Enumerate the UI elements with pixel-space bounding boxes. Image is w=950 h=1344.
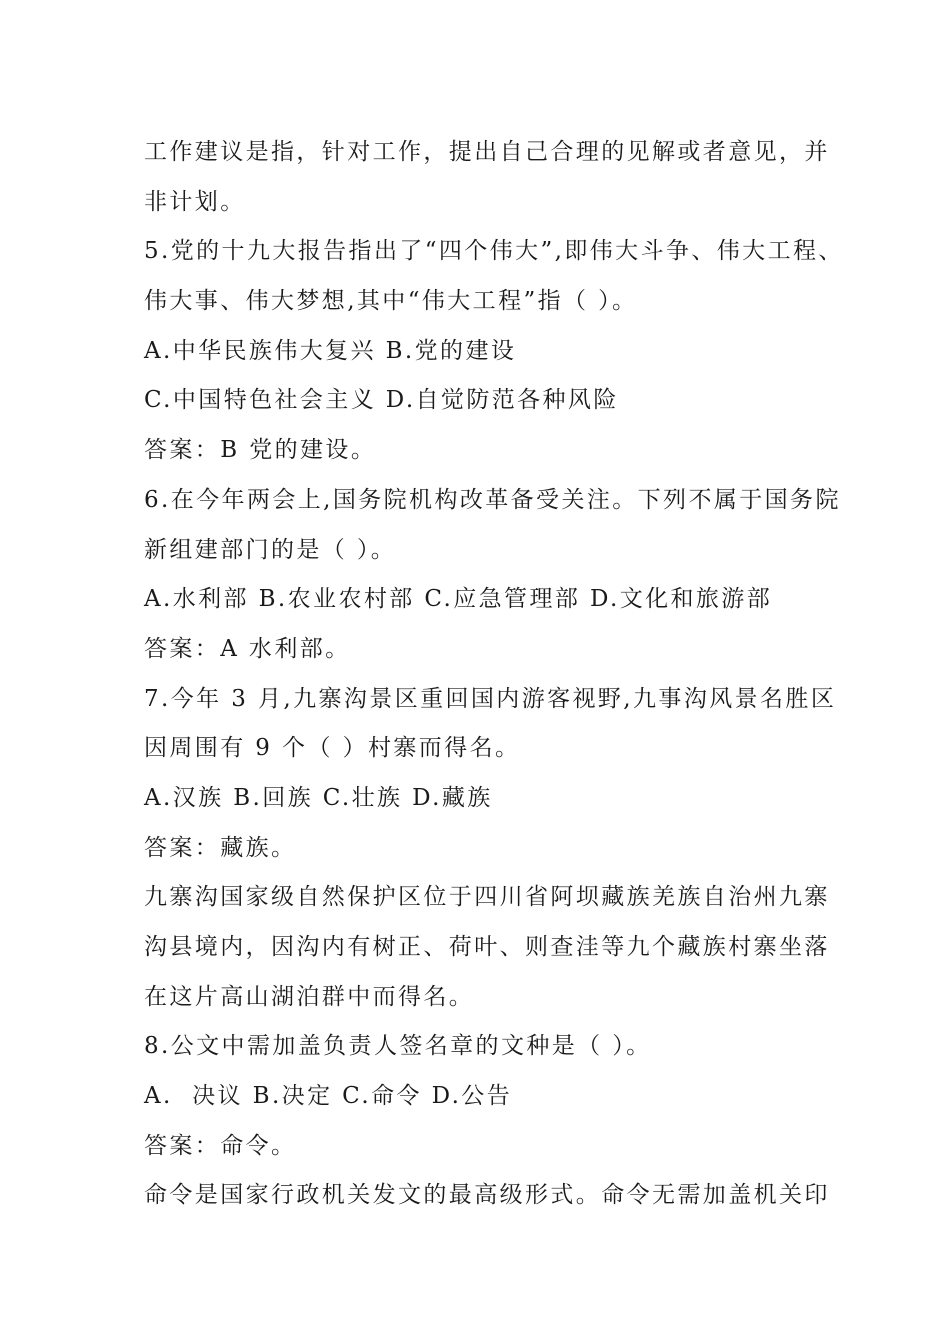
text-line: 工作建议是指，针对工作，提出自己合理的见解或者意见，并: [144, 139, 830, 165]
question-7-answer: 答案：藏族。: [144, 834, 297, 861]
question-7-explanation: 在这片高山湖泊群中而得名。: [144, 983, 475, 1010]
question-7-stem: 7.今年 3 月,九寨沟景区重回国内游客视野,九事沟风景名胜区: [144, 685, 837, 712]
question-5-options: C.中国特色社会主义 D.自觉防范各种风险: [144, 387, 619, 414]
question-6-options: A.水利部 B.农业农村部 C.应急管理部 D.文化和旅游部: [144, 586, 773, 613]
question-6-stem: 6.在今年两会上,国务院机构改革备受关注。下列不属于国务院: [144, 486, 841, 513]
question-5-options: A.中华民族伟大复兴 B.党的建设: [144, 337, 517, 364]
question-5-answer: 答案：B 党的建设。: [144, 437, 377, 464]
question-7-explanation: 沟县境内，因沟内有树正、荷叶、则查洼等九个藏族村寨坐落: [144, 934, 830, 960]
question-6-answer: 答案：A 水利部。: [144, 635, 351, 662]
question-8-stem: 8.公文中需加盖负责人签名章的文种是（ ）。: [144, 1033, 652, 1060]
question-8-options: A. 决议 B.决定 C.命令 D.公告: [144, 1083, 513, 1110]
question-8-explanation: 命令是国家行政机关发文的最高级形式。命令无需加盖机关印: [144, 1182, 830, 1209]
question-8-answer: 答案：命令。: [144, 1132, 297, 1159]
question-7-stem: 因周围有 9 个（ ）村寨而得名。: [144, 735, 521, 762]
question-5-stem: 5.党的十九大报告指出了“四个伟大”,即伟大斗争、伟大工程、: [144, 238, 844, 265]
question-6-stem: 新组建部门的是（ ）。: [144, 536, 397, 563]
text-line: 非计划。: [144, 188, 246, 215]
document-body: [144, 128, 844, 1221]
question-5-stem: 伟大事、伟大梦想,其中“伟大工程”指（ ）。: [144, 288, 638, 315]
question-7-explanation: 九寨沟国家级自然保护区位于四川省阿坝藏族羌族自治州九寨: [144, 884, 830, 911]
question-7-options: A.汉族 B.回族 C.壮族 D.藏族: [144, 784, 493, 811]
